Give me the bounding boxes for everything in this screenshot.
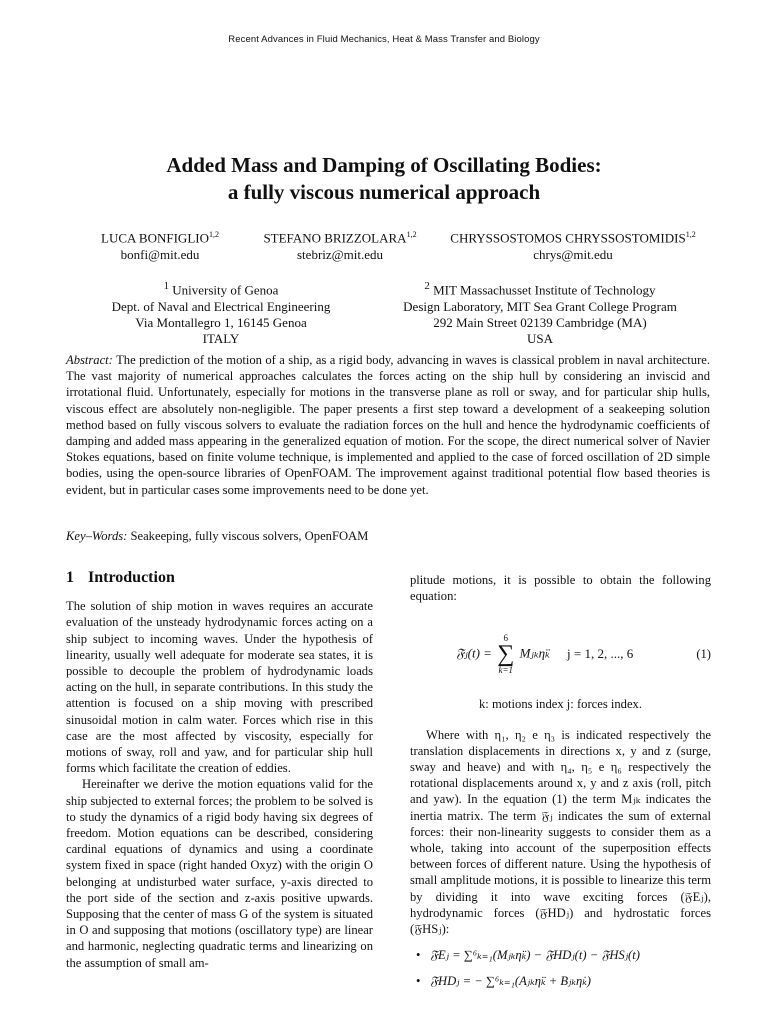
author-name: CHRYSSOSTOMOS CHRYSSOSTOMIDIS <box>450 230 686 246</box>
affiliation-line: Dept. of Naval and Electrical Engineering <box>111 298 331 314</box>
abstract-text: The prediction of the motion of a ship, as a rigid body, advancing in waves is classical problem in naval architecture. The vast majority of numerical approaches calculates the forces acting on the ship hull by considering an inviscid and irrotational fluid. Unfortunately, especially for motions in the transverse plane as roll or sway, and for particular ship hulls, viscous effect are absolutely non-negligible. The paper presents a first step toward a development of a seakeeping solution method based on fully viscous solvers to evaluate the radiation forces on the hull and hence the hydrodynamic coefficients of damping and added mass appearing in the generalized equation of motion. For the scope, the direct numerical solver of Navier Stokes equations, based on finite volume technique, is implemented and applied to the case of forced oscillation of 2D simple bodies, using the open-source libraries of OpenFOAM. The improvement against traditional potential flow based theories is evident, but in particular cases some improvements need to be done yet. <box>66 353 711 497</box>
equation-caption: k: motions index j: forces index. <box>479 697 642 712</box>
bullet-icon: • <box>416 948 421 963</box>
equation-term: Mⱼₖη̈ₖ <box>519 645 550 661</box>
affiliation-line: MIT Massachusset Institute of Technology <box>433 282 656 298</box>
running-head: Recent Advances in Fluid Mechanics, Heat & Mass Transfer and Biology <box>228 34 540 45</box>
bullet-item <box>410 947 711 963</box>
title-line-1: Added Mass and Damping of Oscillating Bodies: <box>166 153 602 177</box>
affiliation-line: Design Laboratory, MIT Sea Grant College Program <box>403 298 677 314</box>
author-name: LUCA BONFIGLIO <box>101 230 209 246</box>
equation-number: (1) <box>696 647 711 662</box>
affiliation-line: USA <box>526 330 553 346</box>
abstract <box>66 352 710 498</box>
affiliation-2 <box>380 278 700 347</box>
affiliation-sup: 2 <box>424 280 430 292</box>
affiliation-sup: 1 <box>163 280 170 292</box>
sigma-symbol: ∑ <box>497 641 515 668</box>
author-sup: 1,2 <box>406 230 417 239</box>
paragraph: plitude motions, it is possible to obtain the following equation: <box>410 573 711 604</box>
author-email: stebriz@mit.edu <box>297 247 383 263</box>
bullet-text: 𝔉HDⱼ = − ∑⁶ₖ₌₁(Aⱼₖη̈ₖ + Bⱼₖη̇ₖ) <box>430 974 591 989</box>
affiliation-line: 292 Main Street 02139 Cambridge (MA) <box>433 314 647 330</box>
sum-upper: 6 <box>503 633 509 644</box>
author-sup: 1,2 <box>685 230 696 239</box>
paragraph: Hereinafter we derive the motion equations valid for the ship subjected to external forces; the problem to be solved is to study the dynamics of a rigid body having six degrees of freedom. Motion equations can be described, considering cardinal equations of dynamics and using a coordinate system fixed in space (right handed Oxyz) with the origin O belonging at undisturbed water surface, y-axis directed to the port side of the section and z-axis positive upwards. Supposing that the center of mass G of the system is situated in O and supposing that motions (oscillatory type) are linear and harmonic, neglecting quadratic terms and linearizing on the assumption of small am- <box>66 777 373 970</box>
author-email: bonfi@mit.edu <box>120 247 200 263</box>
summation <box>497 634 514 675</box>
equation-body <box>456 634 633 675</box>
equation-range: j = 1, 2, ..., 6 <box>567 645 634 661</box>
keywords-label: Key–Words: <box>66 529 128 543</box>
author-1 <box>70 226 250 263</box>
bullet-icon: • <box>416 974 421 989</box>
section-number: 1 <box>66 569 74 586</box>
author-3 <box>428 226 718 263</box>
paragraph: Where with η₁, η₂ e η₃ is indicated respectively the translation displacements in directions x, y and z (surge, sway and heave) and with η₄, η₅ e η₆ respectively the rotational displacements around x, y and z axis (roll, pitch and yaw). In the equation (1) the term Mⱼₖ indicates the inertia matrix. The term 𝔉ⱼ indicates the sum of external forces: their non-linearity suggests to consider them as a whole, taking into account of the superposition effects between forces of different nature. Using the hypothesis of small amplitude motions, it is possible to linearize this term by dividing it into wave exciting forces (𝔉Eⱼ), hydrodynamic forces (𝔉HDⱼ) and hydrostatic forces (𝔉HSⱼ): <box>410 727 711 937</box>
author-email: chrys@mit.edu <box>533 247 613 263</box>
right-column <box>410 572 711 990</box>
author-name: STEFANO BRIZZOLARA <box>263 230 407 246</box>
section-heading <box>66 570 373 586</box>
abstract-label: Abstract: <box>66 353 113 367</box>
section-title: Introduction <box>88 569 175 586</box>
left-column <box>66 570 373 971</box>
equation-lhs: 𝔉ⱼ(t) = <box>456 645 492 661</box>
title-line-2: a fully viscous numerical approach <box>227 180 541 204</box>
author-2 <box>250 226 430 263</box>
affiliation-line: Via Montallegro 1, 16145 Genoa <box>135 314 307 330</box>
author-sup: 1,2 <box>208 230 219 239</box>
affiliation-1 <box>86 278 356 347</box>
bullet-text: 𝔉Eⱼ = ∑⁶ₖ₌₁(Mⱼₖη̈ₖ) − 𝔉HDⱼ(t) − 𝔉HSⱼ(t) <box>430 948 640 963</box>
paragraph: The solution of ship motion in waves requires an accurate evaluation of the unsteady hydrodynamic forces acting on a ship subject to incoming waves. Under the hypothesis of linearity, usually well adequate for moderate sea states, it is possible to decouple the problem of hydrodynamic loads acting on the hull, in separate contributions. In this study the attention is focused on a ship moving with prescribed sinusoidal motion in calm water. Forces which rise in this case are the most affected by viscosity, especially for motions of sway, roll and yaw, and for particular ship hull forms which facilitate the creation of eddies. <box>66 599 373 776</box>
keywords-text: Seakeeping, fully viscous solvers, OpenFOAM <box>130 529 369 543</box>
keywords <box>66 529 710 544</box>
bullet-item <box>410 973 711 989</box>
affiliation-line: University of Genoa <box>172 282 279 298</box>
affiliation-line: ITALY <box>202 330 240 346</box>
sum-lower: k=1 <box>498 665 514 676</box>
paper-title <box>60 152 708 206</box>
equation-1 <box>410 626 711 684</box>
